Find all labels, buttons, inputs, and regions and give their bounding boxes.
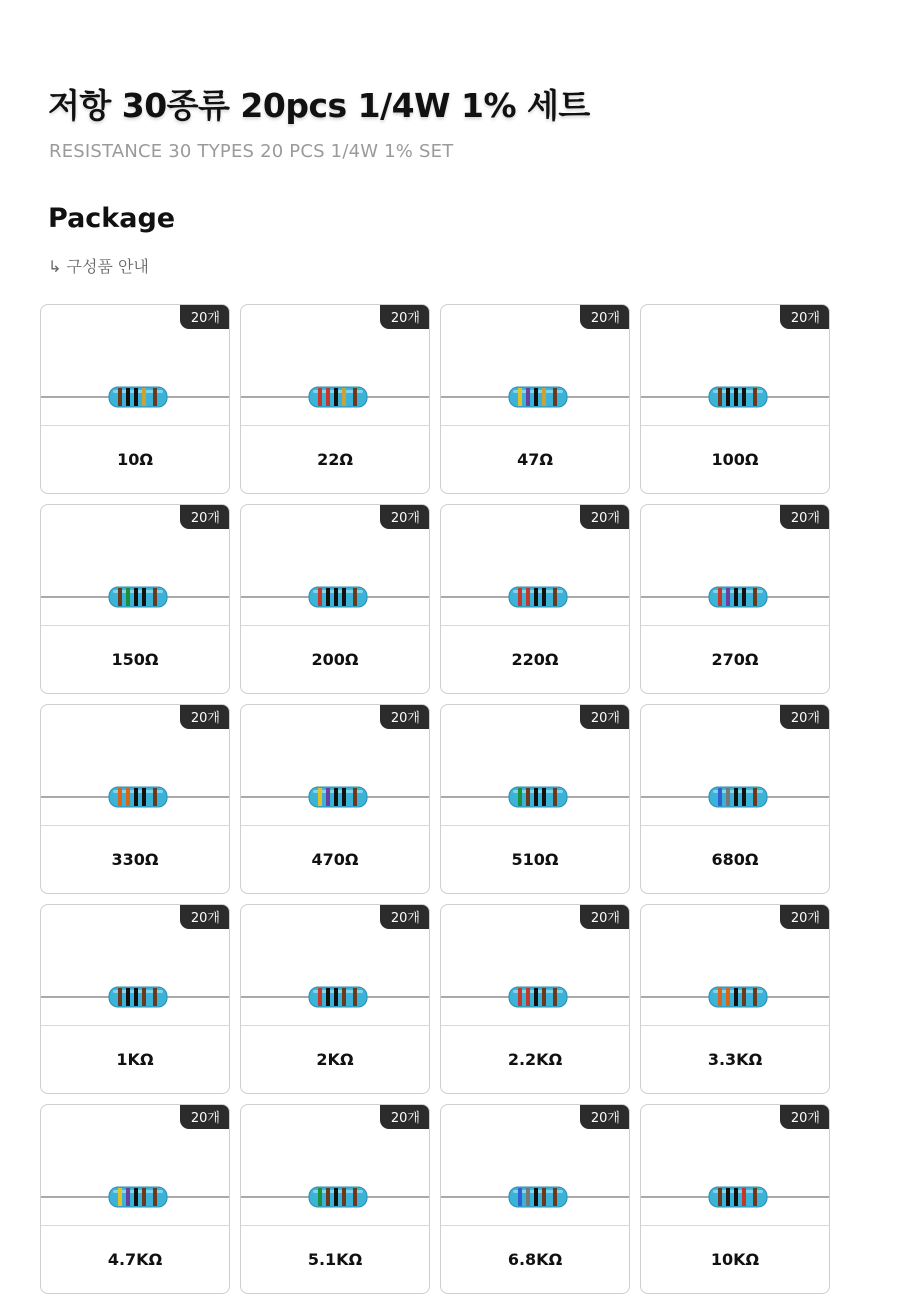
color-band: [353, 388, 357, 406]
color-band: [726, 988, 730, 1006]
color-band: [526, 388, 530, 406]
color-band: [134, 788, 138, 806]
package-item-card: [640, 1104, 830, 1294]
color-band: [334, 788, 338, 806]
color-band: [342, 788, 346, 806]
color-band: [153, 788, 157, 806]
color-band: [542, 588, 546, 606]
color-band: [726, 1188, 730, 1206]
color-band: [334, 1188, 338, 1206]
color-band: [542, 988, 546, 1006]
package-item-card: [640, 904, 830, 1094]
quantity-badge: 20개: [380, 905, 429, 929]
color-band: [142, 988, 146, 1006]
resistance-label: 510Ω: [511, 850, 559, 869]
color-band: [753, 388, 757, 406]
resistance-label: 47Ω: [517, 450, 553, 469]
color-band: [134, 588, 138, 606]
color-band: [126, 1188, 130, 1206]
color-band: [326, 588, 330, 606]
package-item-card: [40, 704, 230, 894]
color-band: [134, 988, 138, 1006]
color-band: [326, 988, 330, 1006]
color-band: [753, 988, 757, 1006]
color-band: [718, 788, 722, 806]
color-band: [318, 988, 322, 1006]
color-band: [118, 388, 122, 406]
color-band: [742, 988, 746, 1006]
color-band: [326, 788, 330, 806]
color-band: [342, 588, 346, 606]
color-band: [542, 388, 546, 406]
resistance-label: 10Ω: [117, 450, 153, 469]
package-item-card: [440, 904, 630, 1094]
color-band: [526, 788, 530, 806]
resistance-label: 2.2KΩ: [507, 1050, 563, 1069]
quantity-badge: 20개: [580, 1105, 629, 1129]
page-title: 저항 30종류 20pcs 1/4W 1% 세트: [48, 86, 590, 125]
quantity-badge: 20개: [380, 305, 429, 329]
resistance-label: 4.7KΩ: [107, 1250, 163, 1269]
quantity-badge: 20개: [580, 705, 629, 729]
package-item-card: [40, 304, 230, 494]
color-band: [142, 1188, 146, 1206]
page-subtitle: RESISTANCE 30 TYPES 20 PCS 1/4W 1% SET: [49, 141, 454, 162]
color-band: [518, 788, 522, 806]
color-band: [326, 1188, 330, 1206]
color-band: [153, 588, 157, 606]
color-band: [534, 588, 538, 606]
color-band: [118, 1188, 122, 1206]
package-item-card: [440, 1104, 630, 1294]
package-item-card: [640, 304, 830, 494]
color-band: [534, 388, 538, 406]
color-band: [734, 788, 738, 806]
package-item-card: [240, 304, 430, 494]
color-band: [553, 988, 557, 1006]
color-band: [142, 588, 146, 606]
color-band: [734, 588, 738, 606]
package-heading: Package: [48, 203, 176, 234]
resistance-label: 1KΩ: [116, 1050, 154, 1069]
quantity-badge: 20개: [580, 305, 629, 329]
resistance-label: 220Ω: [511, 650, 559, 669]
quantity-badge: 20개: [780, 905, 829, 929]
color-band: [753, 588, 757, 606]
color-band: [534, 788, 538, 806]
package-item-card: [40, 504, 230, 694]
color-band: [126, 788, 130, 806]
package-item-card: [440, 304, 630, 494]
color-band: [353, 1188, 357, 1206]
color-band: [734, 988, 738, 1006]
resistance-label: 3.3KΩ: [707, 1050, 763, 1069]
color-band: [118, 788, 122, 806]
package-item-card: [240, 904, 430, 1094]
resistance-label: 330Ω: [111, 850, 159, 869]
package-item-card: [240, 504, 430, 694]
color-band: [726, 388, 730, 406]
color-band: [553, 1188, 557, 1206]
color-band: [518, 1188, 522, 1206]
color-band: [534, 1188, 538, 1206]
resistance-label: 470Ω: [311, 850, 359, 869]
color-band: [153, 388, 157, 406]
color-band: [318, 588, 322, 606]
package-item-card: [40, 1104, 230, 1294]
color-band: [534, 988, 538, 1006]
resistance-label: 680Ω: [711, 850, 759, 869]
color-band: [518, 588, 522, 606]
color-band: [134, 1188, 138, 1206]
package-grid: [40, 304, 830, 1294]
package-item-card: [40, 904, 230, 1094]
color-band: [353, 588, 357, 606]
quantity-badge: 20개: [380, 505, 429, 529]
resistance-label: 100Ω: [711, 450, 759, 469]
package-item-card: [440, 504, 630, 694]
quantity-badge: 20개: [180, 305, 229, 329]
color-band: [718, 588, 722, 606]
color-band: [526, 588, 530, 606]
quantity-badge: 20개: [180, 705, 229, 729]
color-band: [542, 788, 546, 806]
color-band: [742, 788, 746, 806]
color-band: [542, 1188, 546, 1206]
color-band: [342, 988, 346, 1006]
color-band: [734, 1188, 738, 1206]
color-band: [126, 588, 130, 606]
resistance-label: 150Ω: [111, 650, 159, 669]
color-band: [742, 1188, 746, 1206]
color-band: [726, 788, 730, 806]
color-band: [318, 1188, 322, 1206]
quantity-badge: 20개: [580, 505, 629, 529]
color-band: [142, 388, 146, 406]
color-band: [718, 988, 722, 1006]
quantity-badge: 20개: [580, 905, 629, 929]
package-item-card: [640, 504, 830, 694]
color-band: [742, 388, 746, 406]
resistance-label: 2KΩ: [316, 1050, 354, 1069]
color-band: [526, 988, 530, 1006]
color-band: [353, 988, 357, 1006]
color-band: [342, 1188, 346, 1206]
quantity-badge: 20개: [780, 1105, 829, 1129]
color-band: [726, 588, 730, 606]
quantity-badge: 20개: [180, 905, 229, 929]
quantity-badge: 20개: [780, 705, 829, 729]
resistance-label: 270Ω: [711, 650, 759, 669]
color-band: [718, 388, 722, 406]
color-band: [326, 388, 330, 406]
color-band: [134, 388, 138, 406]
package-item-card: [640, 704, 830, 894]
color-band: [553, 788, 557, 806]
color-band: [518, 388, 522, 406]
package-item-card: [240, 704, 430, 894]
color-band: [553, 388, 557, 406]
package-item-card: [240, 1104, 430, 1294]
color-band: [342, 388, 346, 406]
quantity-badge: 20개: [180, 505, 229, 529]
resistance-label: 200Ω: [311, 650, 359, 669]
quantity-badge: 20개: [780, 305, 829, 329]
color-band: [318, 388, 322, 406]
color-band: [334, 588, 338, 606]
color-band: [334, 988, 338, 1006]
resistance-label: 5.1KΩ: [307, 1250, 363, 1269]
package-item-card: [440, 704, 630, 894]
resistance-label: 10KΩ: [710, 1250, 760, 1269]
quantity-badge: 20개: [380, 705, 429, 729]
color-band: [153, 988, 157, 1006]
resistance-label: 22Ω: [317, 450, 353, 469]
quantity-badge: 20개: [380, 1105, 429, 1129]
quantity-badge: 20개: [780, 505, 829, 529]
color-band: [553, 588, 557, 606]
color-band: [142, 788, 146, 806]
color-band: [126, 388, 130, 406]
color-band: [353, 788, 357, 806]
quantity-badge: 20개: [180, 1105, 229, 1129]
color-band: [318, 788, 322, 806]
resistance-label: 6.8KΩ: [507, 1250, 563, 1269]
color-band: [153, 1188, 157, 1206]
color-band: [126, 988, 130, 1006]
color-band: [753, 1188, 757, 1206]
color-band: [118, 988, 122, 1006]
color-band: [734, 388, 738, 406]
color-band: [334, 388, 338, 406]
color-band: [742, 588, 746, 606]
color-band: [526, 1188, 530, 1206]
package-subheading: ↳ 구성품 안내: [48, 257, 149, 276]
color-band: [753, 788, 757, 806]
color-band: [518, 988, 522, 1006]
color-band: [718, 1188, 722, 1206]
color-band: [118, 588, 122, 606]
